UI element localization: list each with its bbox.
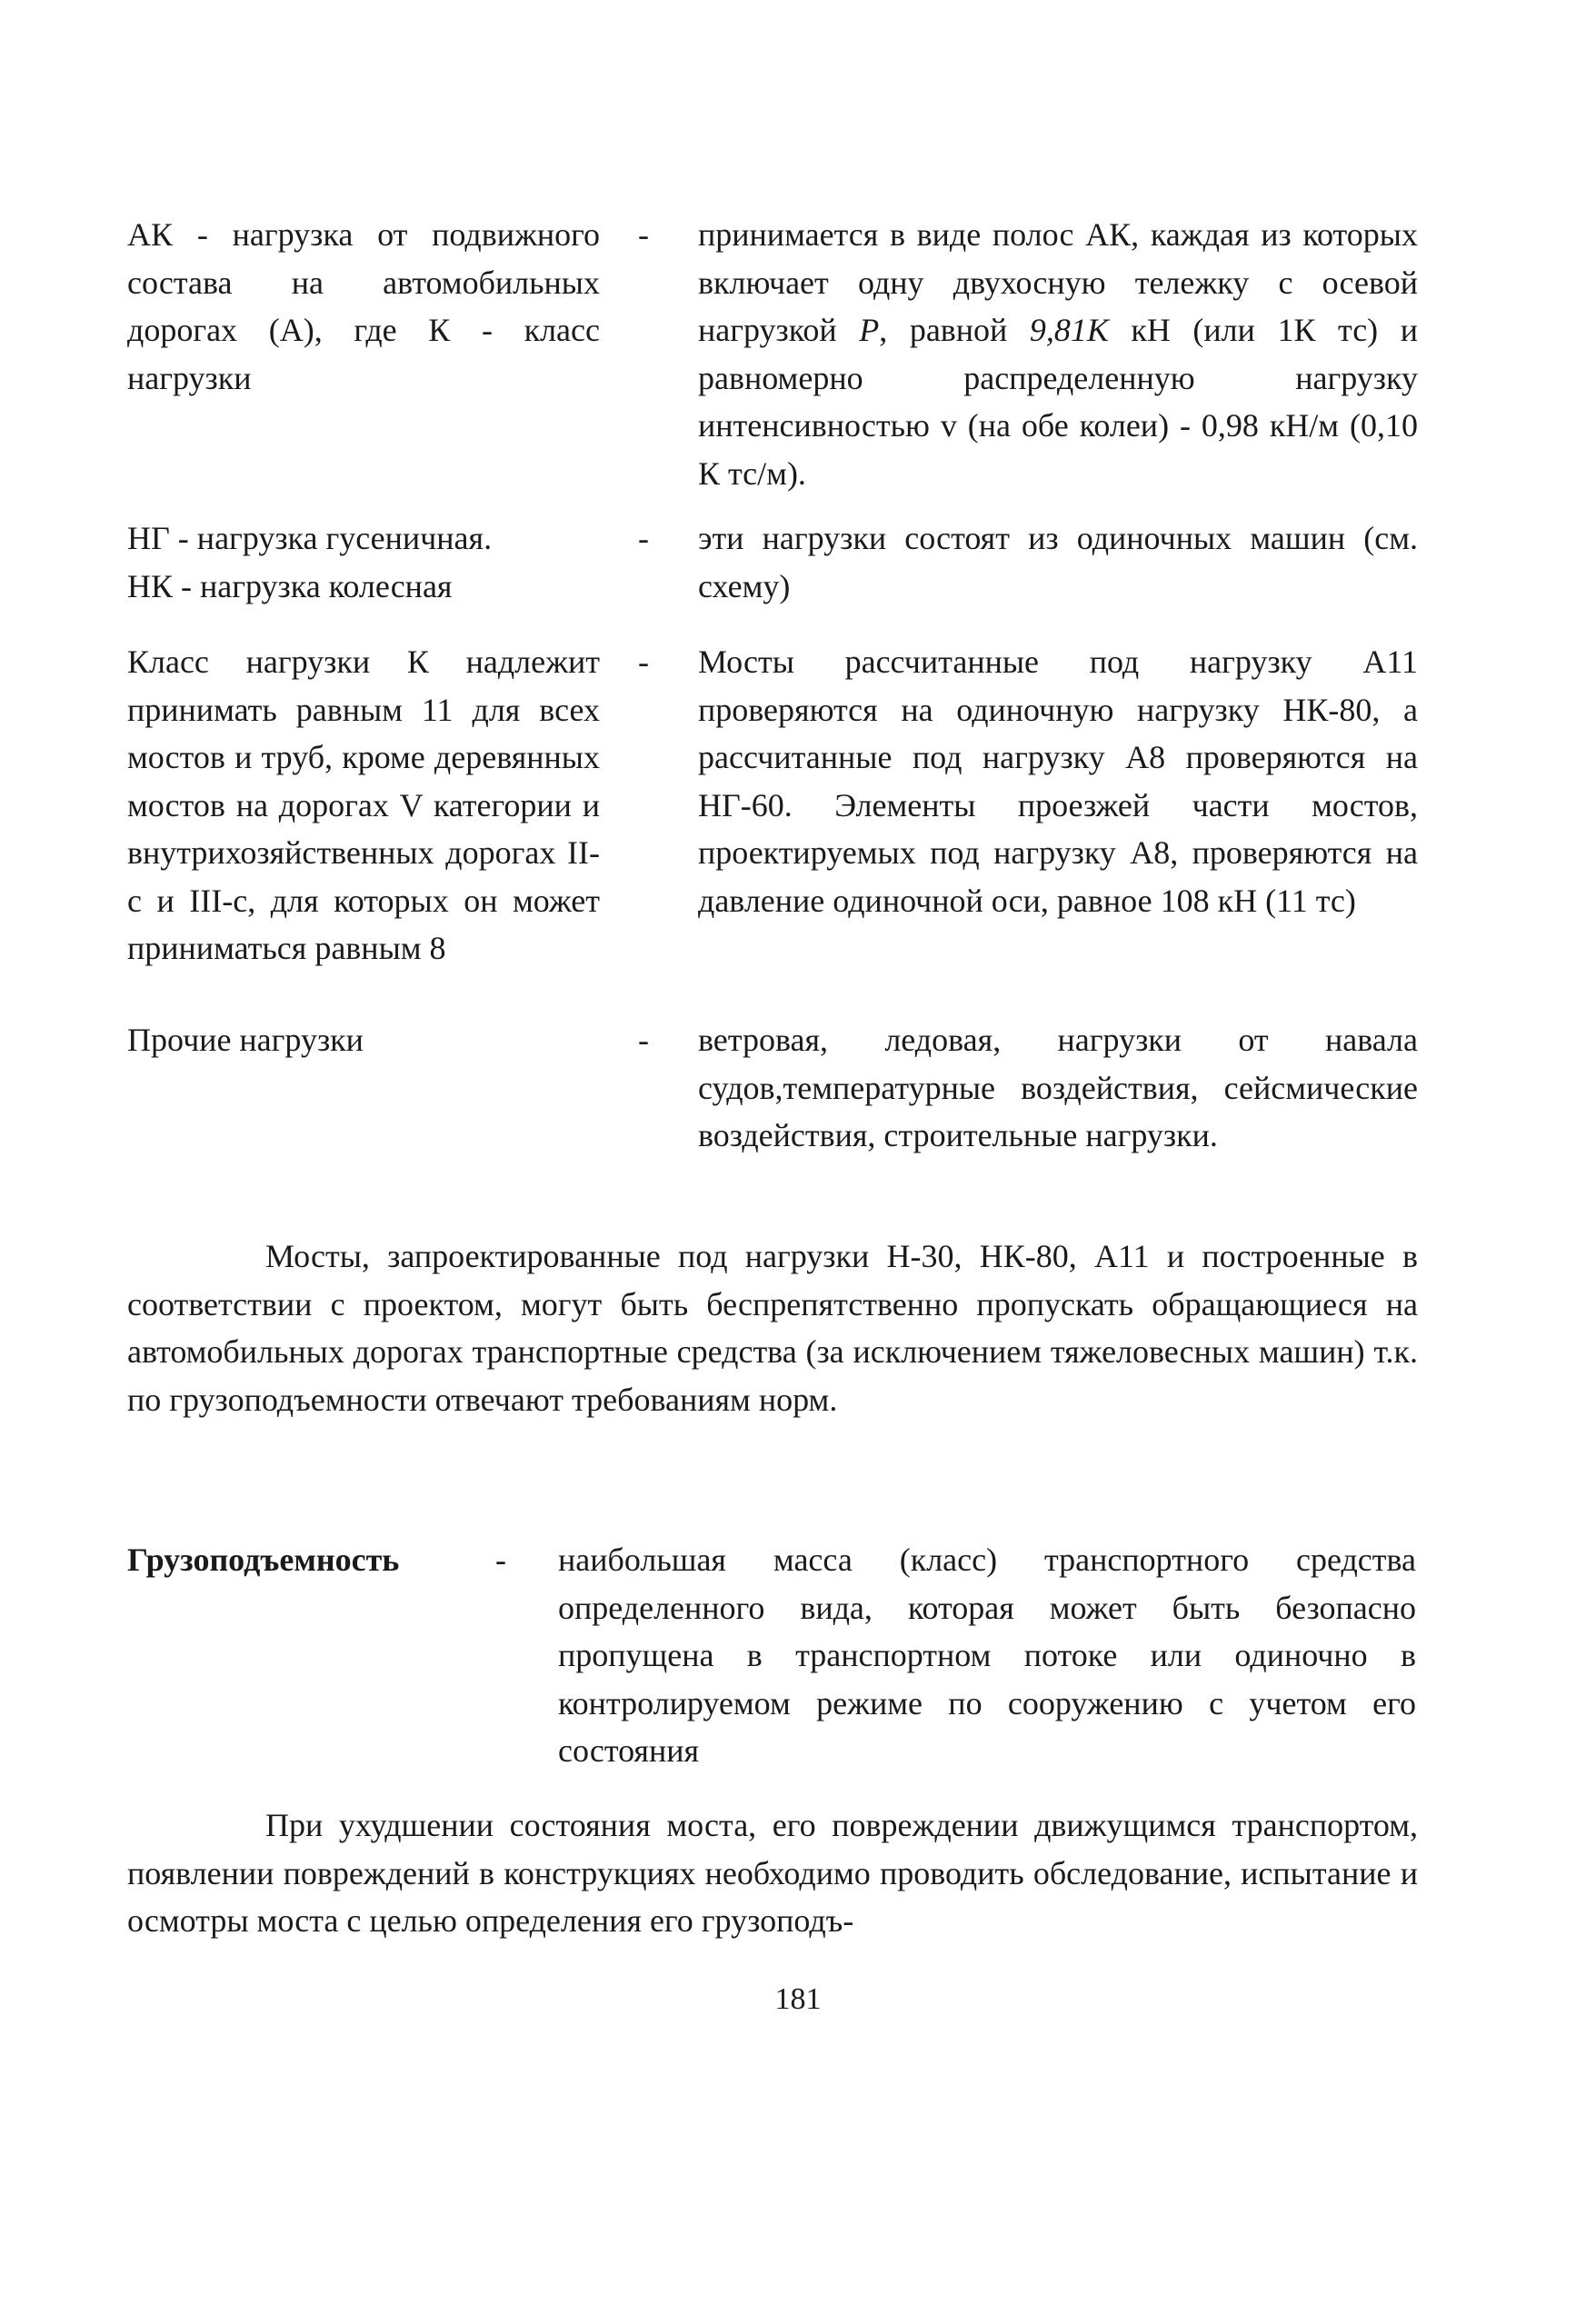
dash-separator: - — [638, 216, 649, 253]
term-other-loads: Прочие нагрузки — [127, 1022, 364, 1058]
dash-separator: - — [638, 644, 649, 680]
definition-row-ng-nk — [127, 514, 1418, 614]
dash-separator: - — [638, 1022, 649, 1058]
definition-other-loads: ветровая, ледовая, нагрузки от навала судов,температурные воздействия, сейсмические воздействия, строительные нагрузки. — [698, 1022, 1418, 1153]
definition-row-load-class — [127, 638, 1418, 983]
dash-separator: - — [638, 520, 649, 556]
dash-separator: - — [495, 1542, 506, 1578]
term-ng: НГ - нагрузка гусеничная. — [127, 520, 493, 556]
term-ng-nk — [127, 514, 600, 610]
definition-ng-nk: эти нагрузки состоят из одиночных машин (см. схему) — [698, 520, 1418, 604]
term-nk: НК - нагрузка колесная — [127, 567, 453, 604]
definition-ak-part3: кН (или 1К тс) и равномерно распределенную нагрузку интенсивностью v (на обе колеи) - 0,98 кН/м (0,10 К тс/м). — [698, 312, 1418, 492]
definition-row-ak — [127, 211, 1418, 492]
definition-load-class: Мосты рассчитанные под нагрузку А11 проверяются на одиночную нагрузку НК-80, а рассчитанные под нагрузку А8 проверяются на НГ-60. Элементы проезжей части мостов, проектируемых под нагрузку А8, проверяются на давление одиночной оси, равное 108 кН (11 тс) — [698, 644, 1418, 919]
page-number: 181 — [774, 1982, 822, 2016]
definition-ak-part1: принимается в виде полос АК, каждая из которых включает одну двухосную тележку с осевой нагрузкой — [698, 216, 1418, 348]
definition-ak-axle-load: 9,81К — [1029, 312, 1109, 348]
definition-ak-part2: , равной — [879, 312, 1030, 348]
paragraph-bridges-design: Мосты, запроектированные под нагрузки Н-30, НК-80, А11 и построенные в соответствии с проектом, могут быть беспрепятственно пропускать обращающиеся на автомобильных дорогах транспортные средства (за исключением тяжеловесных машин) т.к. по грузоподъемности отвечают требованиям норм. — [127, 1238, 1418, 1418]
term-ak: АК - нагрузка от подвижного состава на автомобильных дорогах (А), где К - класс нагрузки — [127, 216, 600, 396]
definition-row-other-loads — [127, 1016, 1418, 1171]
term-load-capacity: Грузоподъемность — [127, 1542, 400, 1578]
term-load-class: Класс нагрузки К надлежит принимать равным 11 для всех мостов и труб, кроме деревянных мостов на дорогах V категории и внутрихозяйственных дорогах II-с и III-с, для которых он может приниматься равным 8 — [127, 644, 600, 966]
definition-ak — [698, 211, 1418, 497]
paragraph-bridge-condition: При ухудшении состояния моста, его повреждении движущимся транспортом, появлении повреждений в конструкциях необходимо проводить обследование, испытание и осмотры моста с целью определения его грузоподъ- — [127, 1807, 1418, 1939]
definition-ak-symbol-p: P — [859, 312, 880, 348]
definition-load-capacity: наибольшая масса (класс) транспортного средства определенного вида, которая может быть безопасно пропущена в транспортном потоке или одиночно в контролируемом режиме по сооружению с учетом его состояния — [558, 1542, 1416, 1769]
